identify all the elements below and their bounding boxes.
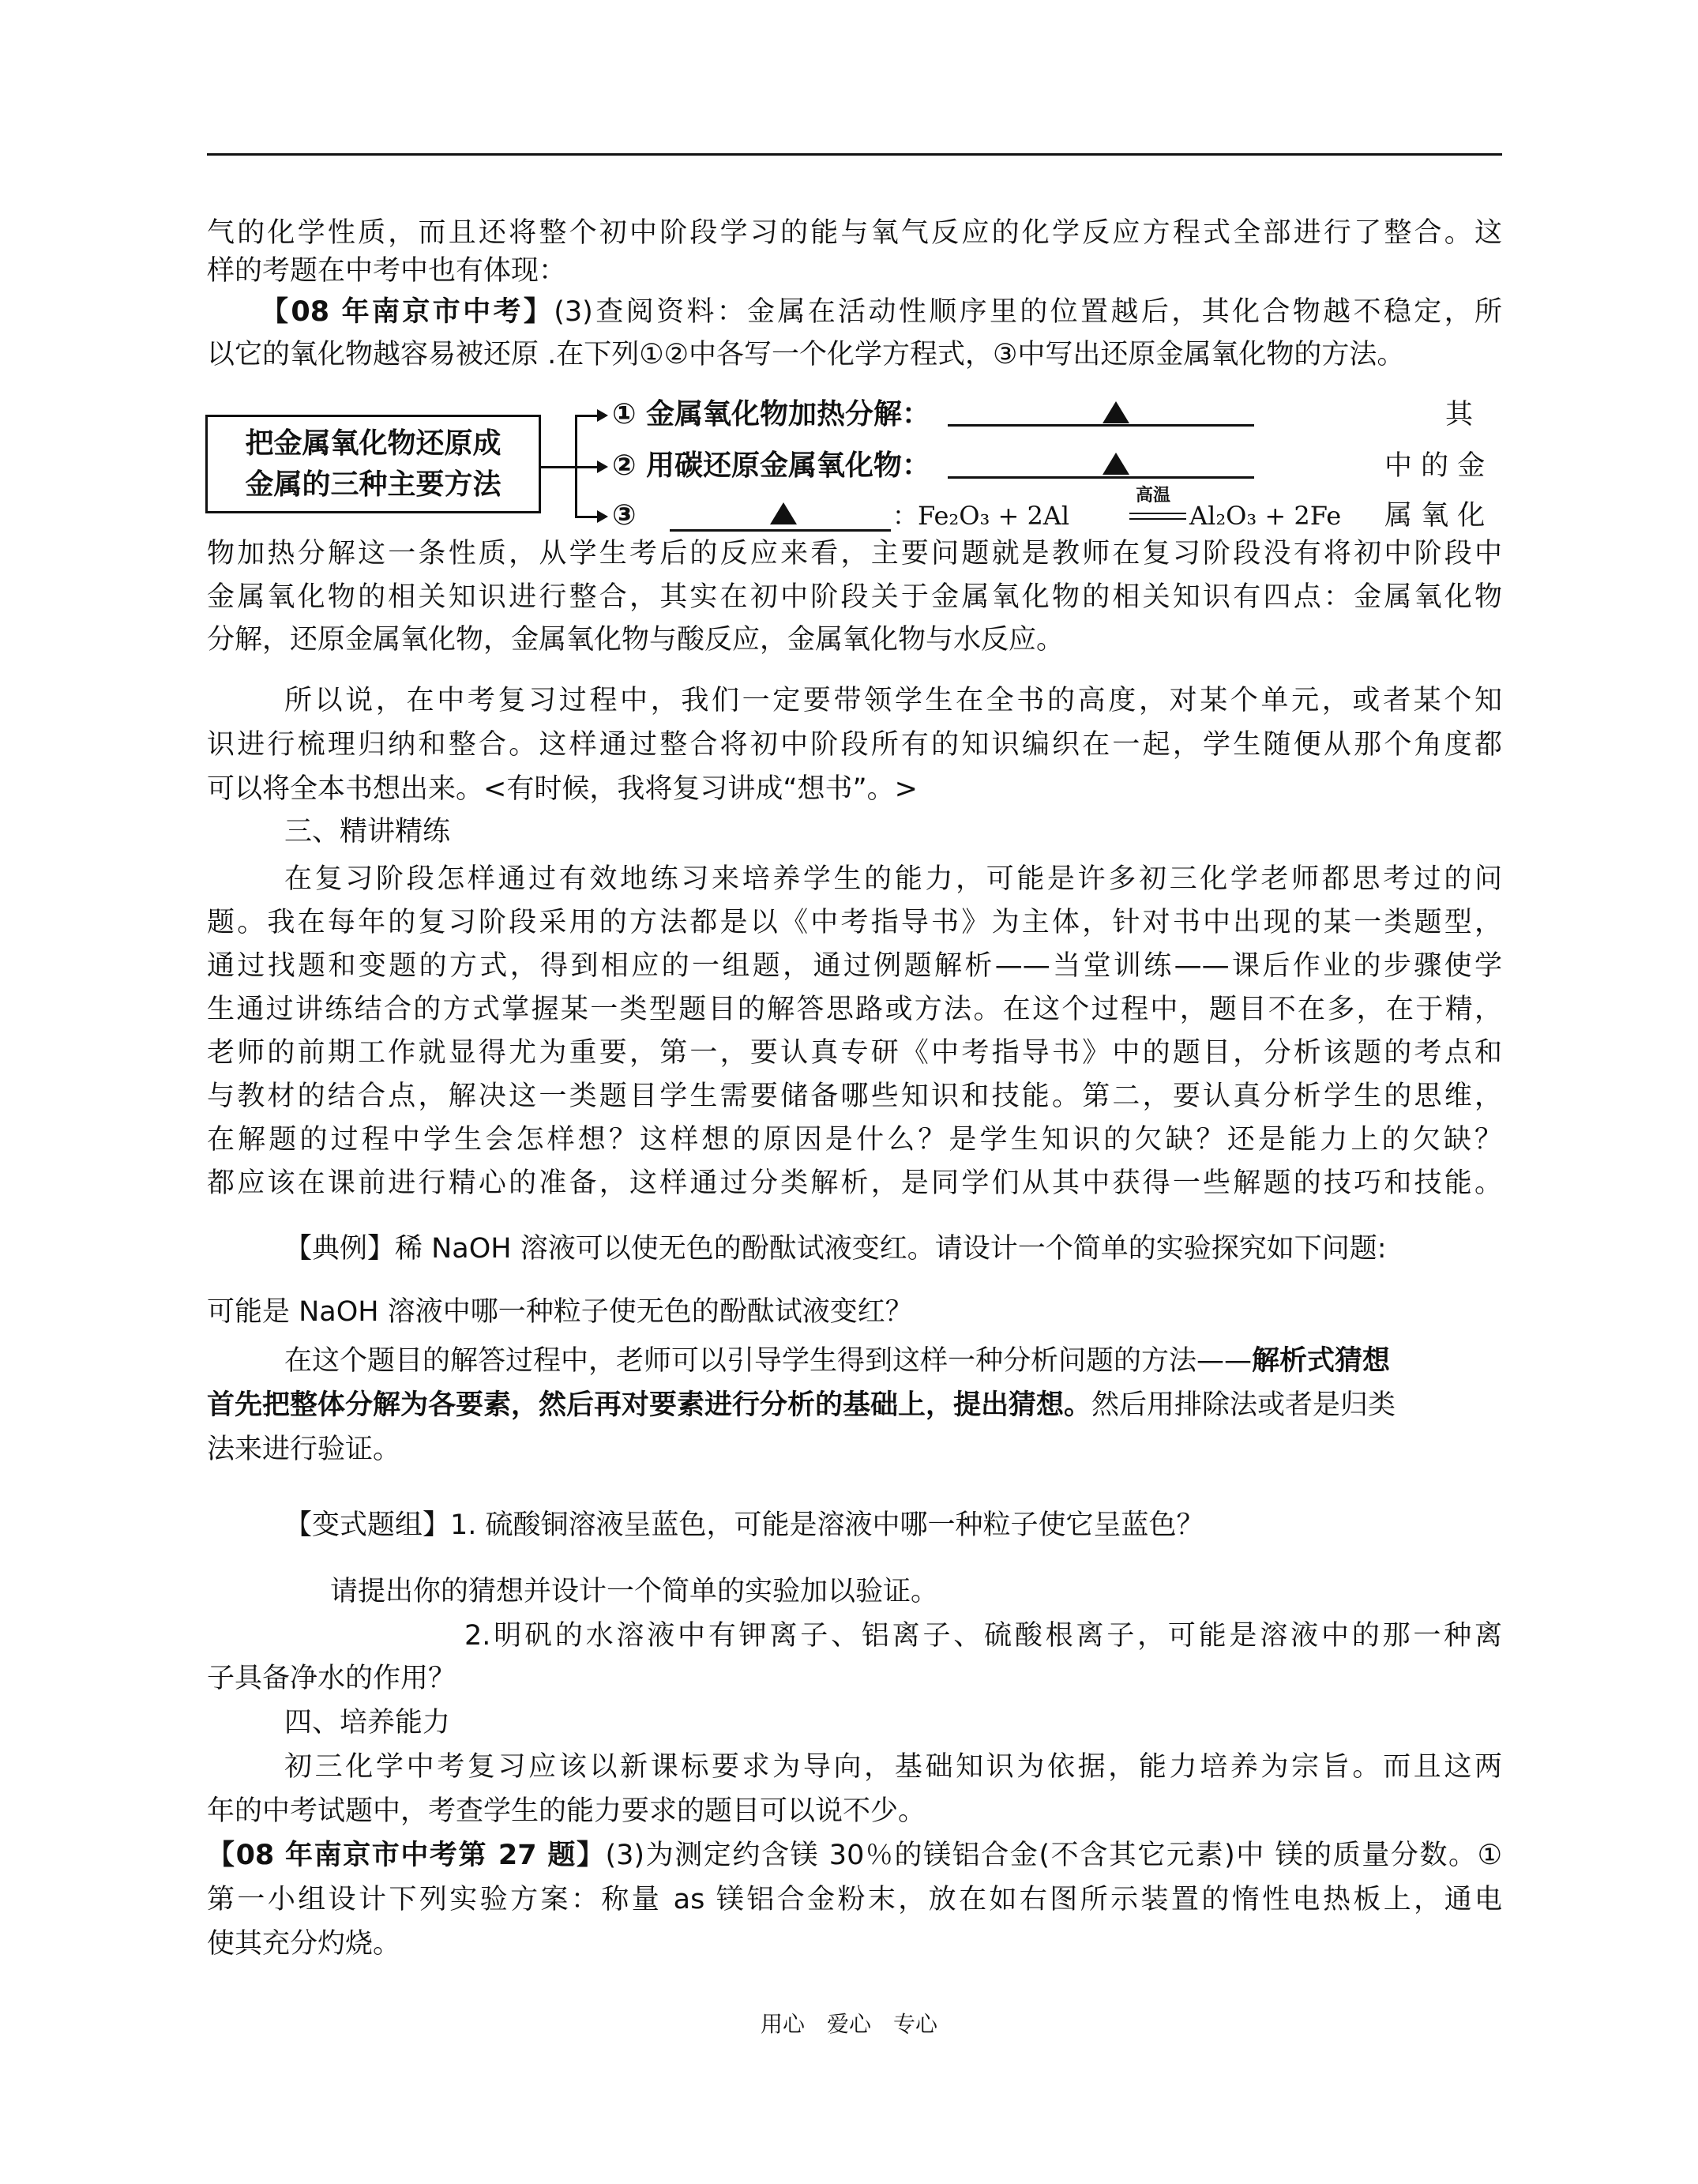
method-1-label: ① 金属氧化物加热分解：: [612, 398, 931, 430]
connector-horizontal: [541, 466, 577, 468]
diagram-box-line2: 金属的三种主要方法: [245, 468, 502, 501]
equation-left: ：Fe₂O₃ + 2Al: [892, 501, 1070, 531]
connector-branch-2: [577, 466, 599, 468]
triangle-icon: [1103, 453, 1129, 475]
side-text: 属 氧 化: [1384, 500, 1486, 532]
method-2-label: ② 用碳还原金属氧化物：: [612, 449, 931, 482]
header-rule: [207, 153, 1502, 156]
connector-branch-3: [575, 516, 599, 518]
exam-source-tag: 【08 年南京市中考】: [261, 296, 554, 328]
side-text: 中 的 金: [1384, 450, 1486, 482]
text-line: [207, 1837, 1502, 1874]
diagram-box-line1: 把金属氧化物还原成: [245, 427, 502, 460]
method-3-number: ③: [612, 499, 637, 532]
text-line: 请提出你的猜想并设计一个简单的实验加以验证。: [330, 1576, 939, 1607]
text-line: 物加热分解这一条性质，从学生考后的反应来看，主要问题就是教师在复习阶段没有将初中阶段中: [207, 538, 1502, 569]
text-line: 在解题的过程中学生会怎样想？这样想的原因是什么？是学生知识的欠缺？还是能力上的欠缺？: [207, 1124, 1502, 1156]
text-line: 2.明矾的水溶液中有钾离子、铝离子、硫酸根离子，可能是溶液中的那一种离: [464, 1620, 1502, 1652]
text-line: 年的中考试题中，考查学生的能力要求的题目可以说不少。: [207, 1795, 926, 1827]
text-line: 可以将全本书想出来。<有时候，我将复习讲成“想书”。>: [207, 773, 918, 805]
text-span: (3)为测定约含镁 30％的镁铝合金(不含其它元素)中 镁的质量分数。①: [605, 1840, 1503, 1871]
text-span: 然后用排除法或者是归类: [1091, 1389, 1396, 1421]
triangle-icon: [770, 502, 797, 524]
reaction-condition: 高温: [1136, 486, 1171, 506]
arrow-icon: [597, 460, 608, 473]
text-line: 气的化学性质，而且还将整个初中阶段学习的能与氧气反应的化学反应方程式全部进行了整合。这: [207, 217, 1502, 249]
reduction-methods-diagram: [205, 399, 1516, 533]
triangle-icon: [1103, 401, 1129, 423]
section-heading: 四、培养能力: [284, 1707, 451, 1739]
text-line: 在复习阶段怎样通过有效地练习来培养学生的能力，可能是许多初三化学老师都思考过的问: [284, 863, 1502, 895]
text-line: 都应该在课前进行精心的准备，这样通过分类解析，是同学们从其中获得一些解题的技巧和技能。: [207, 1167, 1502, 1199]
answer-blank-3: [670, 529, 891, 532]
text-line: 【典例】稀 NaOH 溶液可以使无色的酚酞试液变红。请设计一个简单的实验探究如下问题:: [284, 1233, 1387, 1265]
section-heading: 三、精讲精练: [284, 816, 451, 848]
equation-right: Al₂O₃ + 2Fe: [1189, 501, 1342, 531]
text-line: 可能是 NaOH 溶液中哪一种粒子使无色的酚酞试液变红？: [207, 1296, 913, 1328]
text-line: 题。我在每年的复习阶段采用的方法都是以《中考指导书》为主体，针对书中出现的某一类题型，: [207, 907, 1502, 938]
text-line: 通过找题和变题的方式，得到相应的一组题，通过例题解析——当堂训练——课后作业的步骤使学: [207, 950, 1502, 982]
text-line: 第一小组设计下列实验方案：称量 as 镁铝合金粉末，放在如右图所示装置的惰性电热板上，通电: [207, 1884, 1502, 1915]
text-line: 法来进行验证。: [207, 1434, 401, 1465]
side-text: 其: [1445, 399, 1474, 430]
text-line: 老师的前期工作就显得尤为重要，第一，要认真专研《中考指导书》中的题目，分析该题的考点和: [207, 1037, 1502, 1069]
equals-line-bottom: [1129, 518, 1186, 520]
answer-blank-2: [948, 476, 1254, 479]
text-line: 与教材的结合点，解决这一类题目学生需要储备哪些知识和技能。第二，要认真分析学生的思维，: [207, 1081, 1502, 1112]
text-span: (3)查阅资料：金属在活动性顺序里的位置越后，其化合物越不稳定，所: [554, 296, 1502, 328]
answer-blank-1: [948, 424, 1254, 427]
text-line: 识进行梳理归纳和整合。这样通过整合将初中阶段所有的知识编织在一起，学生随便从那个角度都: [207, 729, 1502, 761]
connector-branch-1: [575, 415, 599, 417]
diagram-box: [205, 415, 541, 513]
text-line: 所以说，在中考复习过程中，我们一定要带领学生在全书的高度，对某个单元，或者某个知: [284, 685, 1502, 716]
text-line: 以它的氧化物越容易被还原 .在下列①②中各写一个化学方程式，③中写出还原金属氧化物的方法。: [207, 339, 1405, 370]
text-line: [261, 294, 1502, 330]
emphasis-text: 解析式猜想: [1252, 1345, 1391, 1377]
text-line: [284, 1343, 1390, 1379]
page-footer: 用心 爱心 专心: [760, 2011, 937, 2037]
text-line: 生通过讲练结合的方式掌握某一类型题目的解答思路或方法。在这个过程中，题目不在多，在于精，: [207, 994, 1502, 1025]
text-line: 金属氧化物的相关知识进行整合，其实在初中阶段关于金属氧化物的相关知识有四点：金属氧化物: [207, 581, 1502, 613]
text-line: 初三化学中考复习应该以新课标要求为导向，基础知识为依据，能力培养为宗旨。而且这两: [284, 1751, 1502, 1783]
arrow-icon: [597, 409, 608, 422]
text-line: 样的考题在中考中也有体现：: [207, 255, 567, 287]
text-line: 分解，还原金属氧化物，金属氧化物与酸反应，金属氧化物与水反应。: [207, 624, 1065, 656]
text-line: [207, 1387, 1396, 1423]
text-line: 【变式题组】1. 硫酸铜溶液呈蓝色，可能是溶液中哪一种粒子使它呈蓝色？: [284, 1509, 1204, 1541]
emphasis-text: 首先把整体分解为各要素，然后再对要素进行分析的基础上，提出猜想。: [207, 1389, 1092, 1421]
exam-source-tag: 【08 年南京市中考第 27 题】: [207, 1840, 606, 1871]
arrow-icon: [597, 510, 608, 523]
equals-line-top: [1129, 513, 1186, 514]
text-line: 使其充分灼烧。: [207, 1928, 401, 1960]
text-line: 子具备净水的作用？: [207, 1663, 456, 1694]
text-span: 在这个题目的解答过程中，老师可以引导学生得到这样一种分析问题的方法——: [284, 1345, 1253, 1377]
